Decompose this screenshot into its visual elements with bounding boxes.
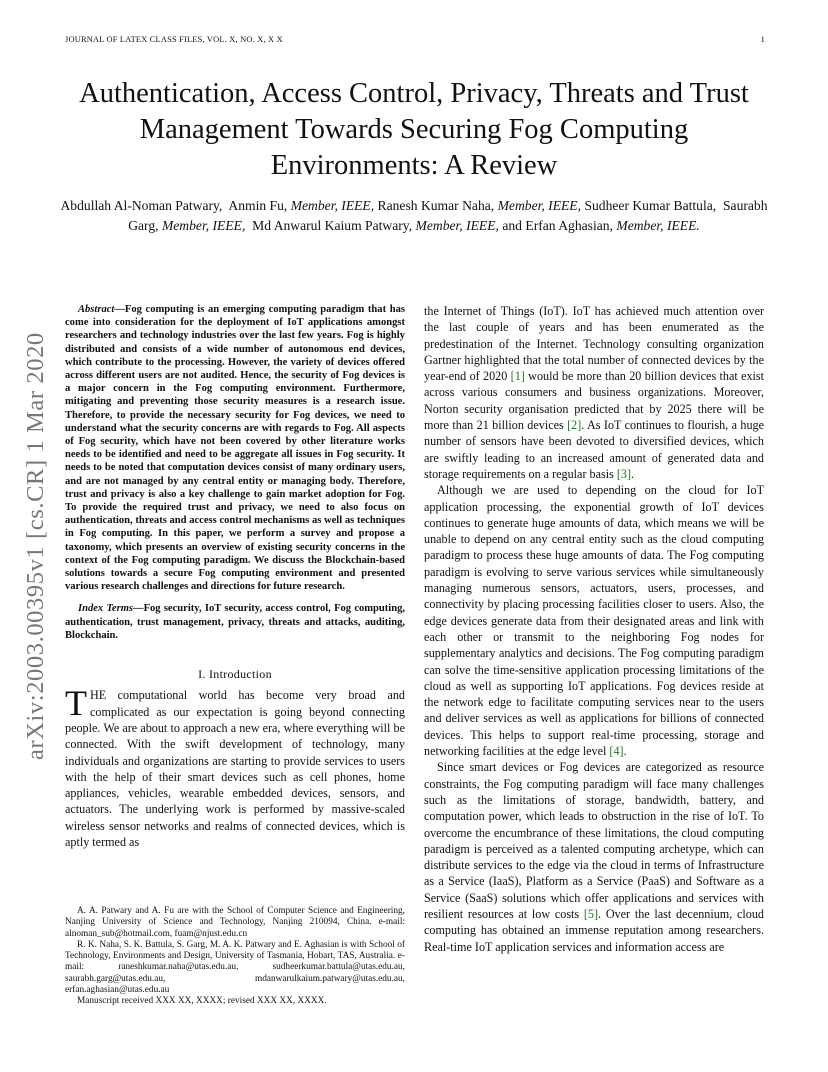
left-column [65,303,405,850]
author-name: Abdullah Al-Noman Patwary, [60,198,223,213]
section-heading-introduction: I. Introduction [198,667,272,682]
body-paragraph [424,759,764,955]
citation-link[interactable]: [1] [510,369,525,384]
footnote-manuscript: Manuscript received XXX XX, XXXX; revised XXX XX, XXXX. [77,996,327,1007]
running-head [65,35,765,44]
abstract-text: —Fog computing is an emerging computing paradigm that has come into consideration for the deployment of IoT applications amongst researchers and technology industries over the last few years. Fog is highly distributed and consists of a wide number of autonomous end devices, which contribute to the processing. However, the variety of devices offered across different users are not audited. Hence, the security of Fog devices is a major concern in the Fog computing environment. Furthermore, mitigating and preventing those security measures is a research issue. Therefore, to provide the necessary security for Fog devices, we need to understand what the security concerns are with regards to Fog. All aspects of Fog security, which have not been covered by other literature works needs to be identified and need to be aggregate all issues in Fog security. It needs to be noted that computation devices consist of many ordinary users, and are not managed by any central entity or managing body. Therefore, trust and privacy is also a key challenge to gain market adoption for Fog. To provide the required trust and privacy, we need to also focus on authentication, threats and access control mechanisms as well as techniques in Fog computing. In this paper, we perform a survey and propose a taxonomy, which presents an overview of existing security concerns in the context of the Fog computing paradigm. We discuss the Blockchain-based solutions towards a secure Fog computing environment and presented various research challenges and directions for future research. [65,304,405,593]
footnotes [65,906,405,1008]
arxiv-identifier: arXiv:2003.00395v1 [cs.CR] 1 Mar 2020 [22,332,49,760]
footnote-affiliation-1: A. A. Patwary and A. Fu are with the School of Computer Science and Engineering, Nanjing University of Science and Technology, Nanjing 210094, China. e-mail: alnoman_sub@hotmail.com, fuam@njust.edu.cn [65,906,405,939]
paragraph-text: . Over the last decennium, cloud computing has obtained an immense reputation among researchers. Real-time IoT application services and information access are [424,906,764,954]
paper-title: Authentication, Access Control, Privacy, Threats and Trust Management Towards Securing Fog Computing Environments: A Review [79,78,749,181]
citation-link[interactable]: [4] [609,744,624,759]
drop-cap: T [65,683,87,724]
abstract [65,303,405,593]
body-paragraph [424,482,764,759]
author-role: Member, IEEE. [616,218,700,233]
intro-paragraph-text: HE computational world has become very broad and complicated as our expectation is going beyond connecting people. We are about to approach a new era, where everything will be connected. With the swift development of technology, many individuals and organizations are starting to provide services to users with the help of their smart devices such as cell phones, home appliances, vehicles, wearable embedded devices, sensors, and actuators. The underlying work is performed by massive-scaled wireless sensor networks and realms of connected devices, which is aptly termed as [65,688,405,850]
citation-link[interactable]: [3] [616,466,631,481]
author-name: Ranesh Kumar Naha, [377,198,495,213]
paragraph-text: Although we are used to depending on the cloud for IoT application processing, the exponential growth of IoT devices continues to generate huge amounts of data, which means we will be unable to depend on any central entity such as the cloud computing paradigm to process these huge amounts of data. The Fog computing paradigm is evolving to serve various services while simultaneously managing numerous sensors, actuators, users, processes, and connectivity by placing processing facilities closer to users. Also, the edge devices generate data from their designated areas and link with each other or transmit to the neighboring Fog nodes for supplementary analytics and decisions. The Fog computing paradigm can solve the time-sensitive application processing limitations of the cloud as well as supporting IoT applications. Fog devices reside at the network edge to facilitate computing services near to the users and deliver services as well as applications for billions of connected devices. This helps to support real-time processing, storage and networking facilities at the edge level [424,483,764,759]
author-role: Member, IEEE, [290,198,375,213]
author-name: Sudheer Kumar Battula, [584,198,717,213]
intro-paragraph [65,683,405,850]
index-terms-text: —Fog security, IoT security, access control, Fog computing, authentication, trust management, privacy, threats and attacks, auditing, Blockchain. [65,603,406,641]
paragraph-text: the Internet of Things (IoT). IoT has achieved much attention over the last couple of years and has been enumerated as the predestination of the Internet. Technology consulting organization Gartner highlighted that the total number of connected devices by the year-end of 2020 [424,304,764,384]
paragraph-text: . [631,466,635,481]
author-role: Member, IEEE, [161,218,246,233]
page-number: 1 [760,35,765,44]
paragraph-text: would be more than 20 billion devices that exist across various consumers and business organizations. Moreover, Norton security organisation predicted that by 2025 there will be more than 21 billion devices [424,369,764,433]
citation-link[interactable]: [2] [567,418,582,433]
index-terms-label: Index Terms [78,603,134,615]
author-role: Member, IEEE, [415,218,499,233]
paragraph-text: . [623,744,627,759]
index-terms [65,602,405,642]
journal-header: JOURNAL OF LATEX CLASS FILES, VOL. X, NO. X, X X [65,35,283,44]
abstract-label: Abstract [78,304,115,315]
author-name: Saurabh Garg, [128,198,768,233]
author-conjunction: and [502,218,522,233]
paragraph-text: . As IoT continues to flourish, a huge number of sensors have been devoted to diversified devices, which are swiftly leading to an increased amount of generated data and storage requirements on a regular basis [424,418,764,481]
author-role: Member, IEEE, [497,198,582,213]
author-name: Md Anwarul Kaium Patwary, [252,218,413,233]
right-column [424,303,764,955]
author-list [60,196,768,236]
author-name: Erfan Aghasian, [525,218,613,233]
footnote-affiliation-2: R. K. Naha, S. K. Battula, S. Garg, M. A. K. Patwary and E. Aghasian is with School of Technology, Environments and Design, University of Tasmania, Hobart, TAS, Australia. e-mail: raneshkumar.naha@utas.edu.au, sudheerkumar.battula@utas.edu.au, saurabh.garg@utas.edu.au, mdanwarulkaium.patwary@utas.edu.au, erfan.aghasian@utas.edu.au [65,939,405,996]
citation-link[interactable]: [5] [583,906,599,921]
paragraph-text: Since smart devices or Fog devices are categorized as resource constraints, the Fog computing paradigm will face many challenges such as the limitations of storage, bandwidth, battery, and computation power, which leads to obstruction in the rise of IoT. To overcome the encumbrance of these limitations, the cloud computing paradigm is perceived as a talented computing archetype, which can distribute services to the edge via the cloud in terms of Infrastructure as a Service (IaaS), Platform as a Service (PaaS) and Software as a Service (SaaS) solutions which offer applications and services with resilient resources at low costs [424,760,764,921]
author-name: Anmin Fu, [228,198,288,213]
body-paragraph [424,303,764,482]
